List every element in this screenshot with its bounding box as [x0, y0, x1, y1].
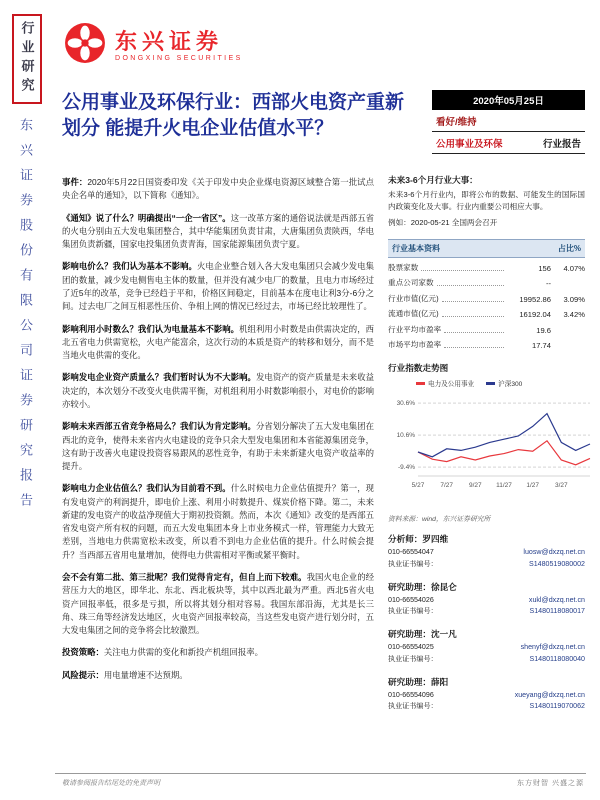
paragraph: 影响电力企业估值么？我们认为目前看不到。什么时候电力企业估值提升？第一，现有发电资产的利润提升，即电价上涨、利用小时数提升、煤炭价格下降。第二，未来新建的发电资产的收益净现值大于期初投资额。然而，本次《通知》改变的是西部五省发电资产所有权的问题，而五大发电集团本身上市业务模式一样，管理能力大致无差别，当地电力供需宽松未改变，所以看不到电力企业估值的提升。什么时候会提升？当西部五省用电量增加，使得电力供需相对平衡或紧平衡时。 [62, 483, 375, 560]
svg-text:10.6%: 10.6% [396, 432, 415, 440]
svg-text:9/27: 9/27 [469, 482, 482, 490]
paragraph: 风险提示：用电量增速不达预期。 [62, 669, 188, 680]
svg-text:-9.4%: -9.4% [398, 464, 415, 472]
chart-source: 资料来源：wind，东兴证券研究所 [388, 516, 491, 524]
analyst-entry: 研究助理：薛阳 010-66554096 xueyang@dxzq.net.cn 执业证书编号： S1480119070062 [388, 676, 585, 711]
legend-item: 沪深300 [486, 378, 522, 388]
analyst-entry: 研究助理：徐昆仑 010-66554026 xukl@dxzq.net.cn 执业证书编号： S1480118080017 [388, 581, 585, 616]
basic-info-row: 重点公司家数 -- [388, 278, 551, 289]
paragraph: 影响发电企业资产质量么？我们暂时认为不大影响。发电资产的资产质量是未来收益决定的，本次划分不改变火电供需平衡，对机组利用小时数影响很小，对电价的影响亦较小。 [62, 372, 375, 409]
paragraph: 影响利用小时数么？我们认为电量基本不影响。机组利用小时数是由供需决定的，西北五省电力供需宽松，火电产能富余，这次行动的本质是资产的转移和划分，而不是当地火电供需的变化。 [62, 323, 375, 361]
analysts-block [388, 533, 585, 713]
basic-info-title: 行业基本资料 [392, 244, 440, 254]
sidebar-category-box [12, 14, 42, 104]
svg-text:3/27: 3/27 [555, 482, 568, 490]
basic-info-pct-header: 占比% [557, 244, 581, 254]
paragraph: 会不会有第二批、第三批呢？我们觉得肯定有，但自上而下较难。我国火电企业的经营压力大的地区，即华北、东北、西北板块等，其中以西北最为严重。西北5省火电资产回报率低，很多是亏损，所以将其划分相对容易。我国东部沿海，尤其是长三角、珠三角等经济发达地区，火电资产回报率较高，当这些发电资产进行划分时，五大发电集团之间的竞争将会比较激烈。 [62, 572, 375, 636]
svg-text:11/27: 11/27 [496, 482, 512, 490]
footer-disclaimer: 敬请参阅报告结尾处的免责声明 [62, 780, 160, 787]
chart-title: 行业指数走势图 [388, 363, 449, 374]
sector-label: 公用事业及环保 [436, 139, 503, 150]
legend-swatch [486, 382, 495, 385]
logo-en-text: DONGXING SECURITIES [115, 54, 243, 62]
chart-legend [416, 378, 585, 388]
trend-chart-section [388, 362, 585, 523]
paragraph: 影响未来西部五省竞争格局么？我们认为肯定影响。分省划分解决了五大发电集团在西北的竞争，使得未来省内火电建设的竞争只余大型发电集团和本省能源集团竞争，这有助于改善火电建设投资容易跟风的恶性竞争，有助于未来新建火电资产收益率的提升。 [62, 421, 375, 472]
basic-info-row: 行业平均市盈率 19.6 [388, 324, 551, 335]
basic-info-row: 流通市值(亿元) 16192.04 3.42% [388, 309, 585, 320]
events-example: 例如：2020-05-21 全国两会召开 [388, 218, 498, 228]
right-column [388, 174, 585, 713]
legend-item: 电力及公用事业 [416, 378, 474, 388]
report-title: 公用事业及环保行业：西部火电资产重新划分 能提升火电企业估值水平？ [62, 92, 405, 140]
legend-swatch [416, 382, 425, 385]
dongxing-logo-icon [64, 22, 106, 69]
analyst-entry: 研究助理：沈一凡 010-66554025 shenyf@dxzq.net.cn 执业证书编号： S1480118080040 [388, 629, 585, 663]
events-title: 未来3-6个月行业大事： [388, 175, 478, 185]
basic-info-header [388, 239, 585, 258]
svg-text:30.6%: 30.6% [396, 400, 415, 408]
report-type-label: 行业报告 [542, 139, 581, 150]
sidebar-company-label: 东兴证券股份有限公司证券研究报告 [18, 118, 33, 518]
report-date: 2020年05月25日 [432, 90, 585, 110]
events-section [388, 174, 585, 228]
rating-badge: 看好/维持 [432, 110, 585, 132]
footer-slogan: 东方财智 兴盛之源 [517, 780, 584, 787]
sector-row [432, 132, 585, 154]
sidebar-category-label: 行业研究 [19, 21, 35, 97]
logo-cn-text: 东兴证券 [115, 29, 224, 55]
paragraph: 影响电价么？我们认为基本不影响。火电企业整合划入各大发电集团只会减少发电集团的数量，减少发电侧售电主体的数量，但并没有减少电厂的数量，且电力市场经过了近5年的改革，竞争已经趋于平和，价格区间稳定，目前基本在度电让利3分-6分之间。过去电厂之间互相恶性压价、争相上网的情况已经过去，市场已经比较理性了。 [62, 261, 375, 312]
events-body: 未来3-6个月行业内，即将公布的数据、可能发生的国际国内政策变化及大事。行业内重要公司相应大事。 [388, 190, 585, 212]
svg-text:5/27: 5/27 [411, 482, 425, 490]
svg-text:7/27: 7/27 [440, 482, 453, 490]
paragraph: 事件：2020年5月22日国资委印发《关于印发中央企业煤电资源区域整合第一批试点央企名单的通知》，以下简称《通知》。 [62, 177, 374, 201]
basic-info-section [388, 239, 585, 351]
logo [64, 22, 243, 69]
svg-text:1/27: 1/27 [526, 482, 539, 490]
basic-info-row: 股票家数 156 4.07% [388, 262, 585, 273]
basic-info-row: 市场平均市盈率 17.74 [388, 340, 551, 351]
footer-divider [55, 773, 586, 774]
basic-info-table [388, 258, 585, 351]
paragraph: 投资策略：关注电力供需的变化和新投产机组回报率。 [62, 647, 263, 658]
report-body [62, 176, 374, 691]
trend-chart [388, 390, 594, 506]
paragraph: 《通知》说了什么？明确提出“一企一省区”。这一改革方案的通俗说法就是西部五省的火电分别由五大发电集团整合，其中华能集团负责甘肃，大唐集团负责陕西，华电集团负责新疆，国家电投集团负责青海，国家能源集团负责宁夏。 [62, 212, 375, 250]
meta-box [432, 90, 585, 154]
analyst-entry: 分析师：罗四维 010-66554047 luosw@dxzq.net.cn 执业证书编号： S1480519080002 [388, 534, 585, 568]
basic-info-row: 行业市值(亿元) 19952.86 3.09% [388, 293, 585, 304]
